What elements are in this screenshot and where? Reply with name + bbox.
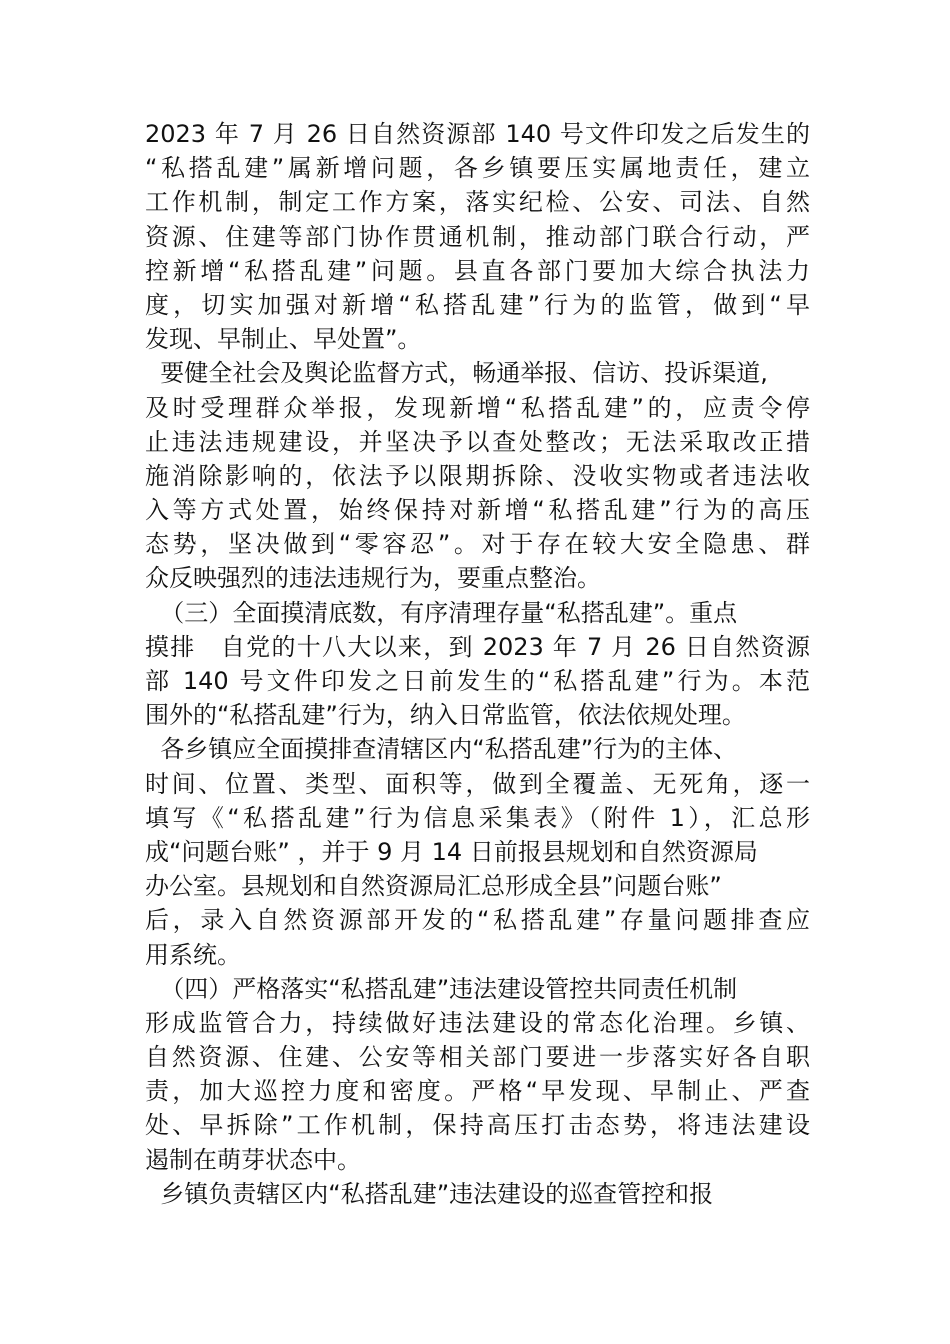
text-line: 办公室。县规划和自然资源局汇总形成全县”问题台账” xyxy=(145,872,722,901)
document-body xyxy=(145,117,810,1211)
text-line: 2023 年 7 月 26 日自然资源部 140 号文件印发之后发生的 xyxy=(145,120,810,148)
text-line: 后，录入自然资源部开发的“私搭乱建”存量问题排查应 xyxy=(145,906,810,935)
text-line: 形成监管合力，持续做好违法建设的常态化治理。乡镇、 xyxy=(145,1008,810,1037)
text-line: 入等方式处置，始终保持对新增“私搭乱建”行为的高压 xyxy=(145,496,810,525)
text-line: 要健全社会及舆论监督方式，畅通举报、信访、投诉渠道, xyxy=(145,359,768,388)
text-line: 用系统。 xyxy=(145,940,241,969)
text-line: 自然资源、住建、公安等相关部门要进一步落实好各自职 xyxy=(145,1043,810,1072)
text-line: 度，切实加强对新增“私搭乱建”行为的监管，做到“早 xyxy=(145,290,810,319)
text-line: （三）全面摸清底数，有序清理存量“私搭乱建”。重点 xyxy=(145,598,738,627)
text-line: 及时受理群众举报，发现新增“私搭乱建”的，应责令停 xyxy=(145,393,810,422)
text-line: 部 140 号文件印发之日前发生的“私搭乱建”行为。本范 xyxy=(145,667,810,695)
text-line: 工作机制，制定工作方案，落实纪检、公安、司法、自然 xyxy=(145,188,810,217)
text-line: 摸排 自党的十八大以来，到 2023 年 7 月 26 日自然资源 xyxy=(145,632,810,661)
text-line: 态势，坚决做到“零容忍”。对于存在较大安全隐患、群 xyxy=(145,530,810,559)
text-line: 责，加大巡控力度和密度。严格“早发现、早制止、严查 xyxy=(145,1077,810,1106)
text-line: 乡镇负责辖区内“私搭乱建”违法建设的巡查管控和报 xyxy=(145,1179,714,1208)
text-line: 止违法违规建设，并坚决予以查处整改；无法采取改正措 xyxy=(145,427,810,456)
text-line: 遏制在萌芽状态中。 xyxy=(145,1145,361,1174)
text-line: “私搭乱建”属新增问题，各乡镇要压实属地责任，建立 xyxy=(145,154,810,183)
text-line: 众反映强烈的违法违规行为，要重点整治。 xyxy=(145,564,601,593)
text-line: 控新增“私搭乱建”问题。县直各部门要加大综合执法力 xyxy=(145,256,810,285)
text-line: 各乡镇应全面摸排查清辖区内“私搭乱建”行为的主体、 xyxy=(145,735,738,764)
text-line: 处、早拆除”工作机制，保持高压打击态势，将违法建设 xyxy=(145,1111,810,1140)
text-line: 成“问题台账” ，并于 9 月 14 日前报县规划和自然资源局 xyxy=(145,837,758,866)
text-line: 围外的“私搭乱建”行为，纳入日常监管，依法依规处理。 xyxy=(145,701,746,730)
text-line: 资源、住建等部门协作贯通机制，推动部门联合行动，严 xyxy=(145,222,810,251)
text-line: 发现、早制止、早处置”。 xyxy=(145,325,422,354)
text-line: 施消除影响的，依法予以限期拆除、没收实物或者违法收 xyxy=(145,461,810,490)
text-line: 时间、位置、类型、面积等，做到全覆盖、无死角，逐一 xyxy=(145,769,810,798)
text-line: 填写《“私搭乱建”行为信息采集表》（附件 1），汇总形 xyxy=(145,803,810,832)
text-line: （四）严格落实“私搭乱建”违法建设管控共同责任机制 xyxy=(145,974,738,1003)
